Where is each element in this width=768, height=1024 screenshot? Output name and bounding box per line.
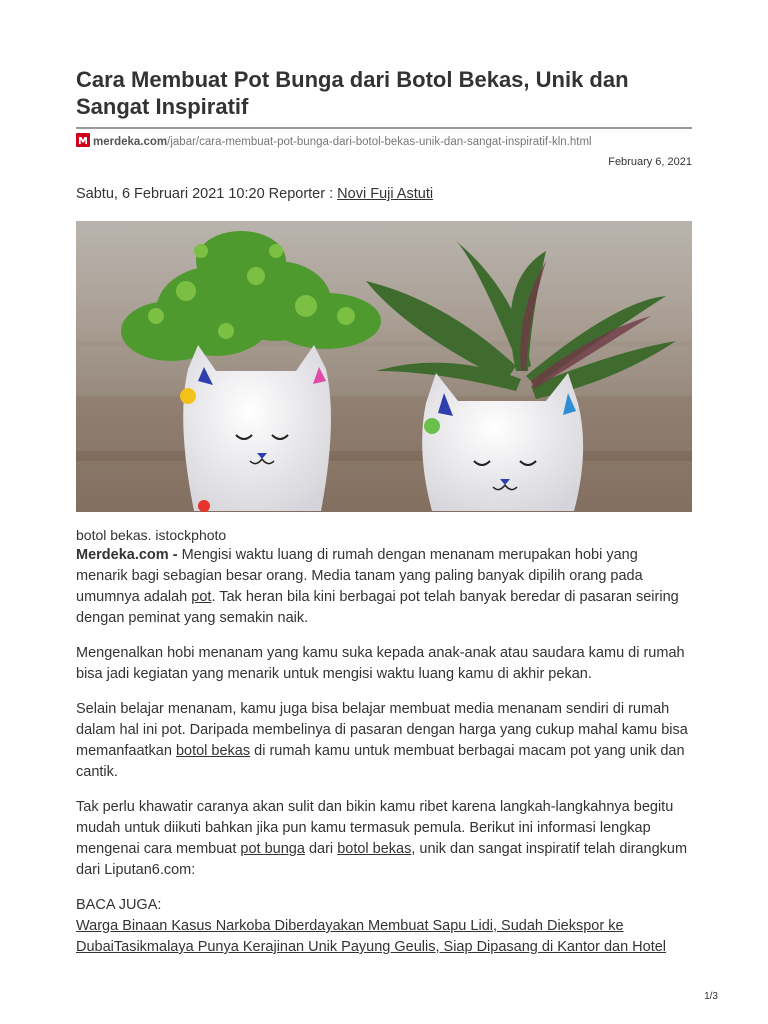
page-number: 1/3 [704,991,718,1002]
related-link-1[interactable]: Warga Binaan Kasus Narkoba Diberdayakan Membuat Sapu Lidi, Sudah Diekspor ke Dubai [76,918,624,955]
paragraph-text: Tak perlu khawatir caranya akan sulit dan bikin kamu ribet karena langkah-langkahnya begitu mudah untuk diikuti bahkan jika pun kamu termasuk pemula. Berikut ini informasi lengkap mengenai cara membuat [76,799,674,857]
link-pot[interactable]: pot [191,589,212,605]
article-hero-image [76,221,692,512]
article-body [76,545,692,972]
source-lead: Merdeka.com - [76,547,182,563]
source-url[interactable] [76,133,592,150]
paragraph-text: dari [304,841,338,857]
merdeka-logo-icon [76,133,90,150]
reporter-link[interactable]: Novi Fuji Astuti [337,186,434,202]
paragraph-text: , unik dan sangat inspiratif telah dirangkum dari Liputan6.com: [76,841,688,878]
baca-juga-label: BACA JUGA: [76,897,162,913]
byline-date: Sabtu, 6 Februari 2021 10:20 Reporter : [76,186,338,202]
paragraph-2: Mengenalkan hobi menanam yang kamu suka kepada anak-anak atau saudara kamu di rumah bisa jadi kegiatan yang menarik untuk mengisi waktu luang kamu di akhir pekan. [76,645,685,682]
related-link-2[interactable]: Tasikmalaya Punya Kerajinan Unik Payung Geulis, Siap Dipasang di Kantor dan Hotel [113,939,667,955]
image-caption: botol bekas. istockphoto [76,527,227,543]
article-title: Cara Membuat Pot Bunga dari Botol Bekas, Unik dan Sangat Inspiratif [76,67,629,119]
baca-juga [76,895,692,958]
link-botol-bekas[interactable]: botol bekas [175,743,251,759]
title-divider [76,127,692,129]
source-host: merdeka.com [93,136,168,148]
print-date: February 6, 2021 [608,156,692,168]
paragraph-text: Selain belajar menanam, kamu juga bisa belajar membuat media menanam sendiri di rumah dalam hal ini pot. Daripada membelinya di pasaran dengan harga yang cukup mahal kamu bisa memanfaatkan [76,701,688,759]
paragraph-text: Mengisi waktu luang di rumah dengan menanam merupakan hobi yang menarik bagi sebagian besar orang. Media tanam yang paling banyak dipilih orang pada umumnya adalah [76,547,643,605]
paragraph-text: . Tak heran bila kini berbagai pot telah banyak beredar di pasaran seiring dengan peminat yang semakin naik. [76,589,679,626]
paragraph-text: di rumah kamu untuk membuat berbagai macam pot yang unik dan cantik. [76,743,685,780]
source-path: /jabar/cara-membuat-pot-bunga-dari-botol-bekas-unik-dan-sangat-inspiratif-kln.html [167,136,592,148]
link-pot-bunga[interactable]: pot bunga [240,841,305,857]
link-botol-bekas-2[interactable]: botol bekas [337,841,412,857]
byline [76,186,433,202]
paragraph-3 [76,699,692,783]
paragraph-4 [76,797,692,881]
paragraph-1 [76,545,692,629]
